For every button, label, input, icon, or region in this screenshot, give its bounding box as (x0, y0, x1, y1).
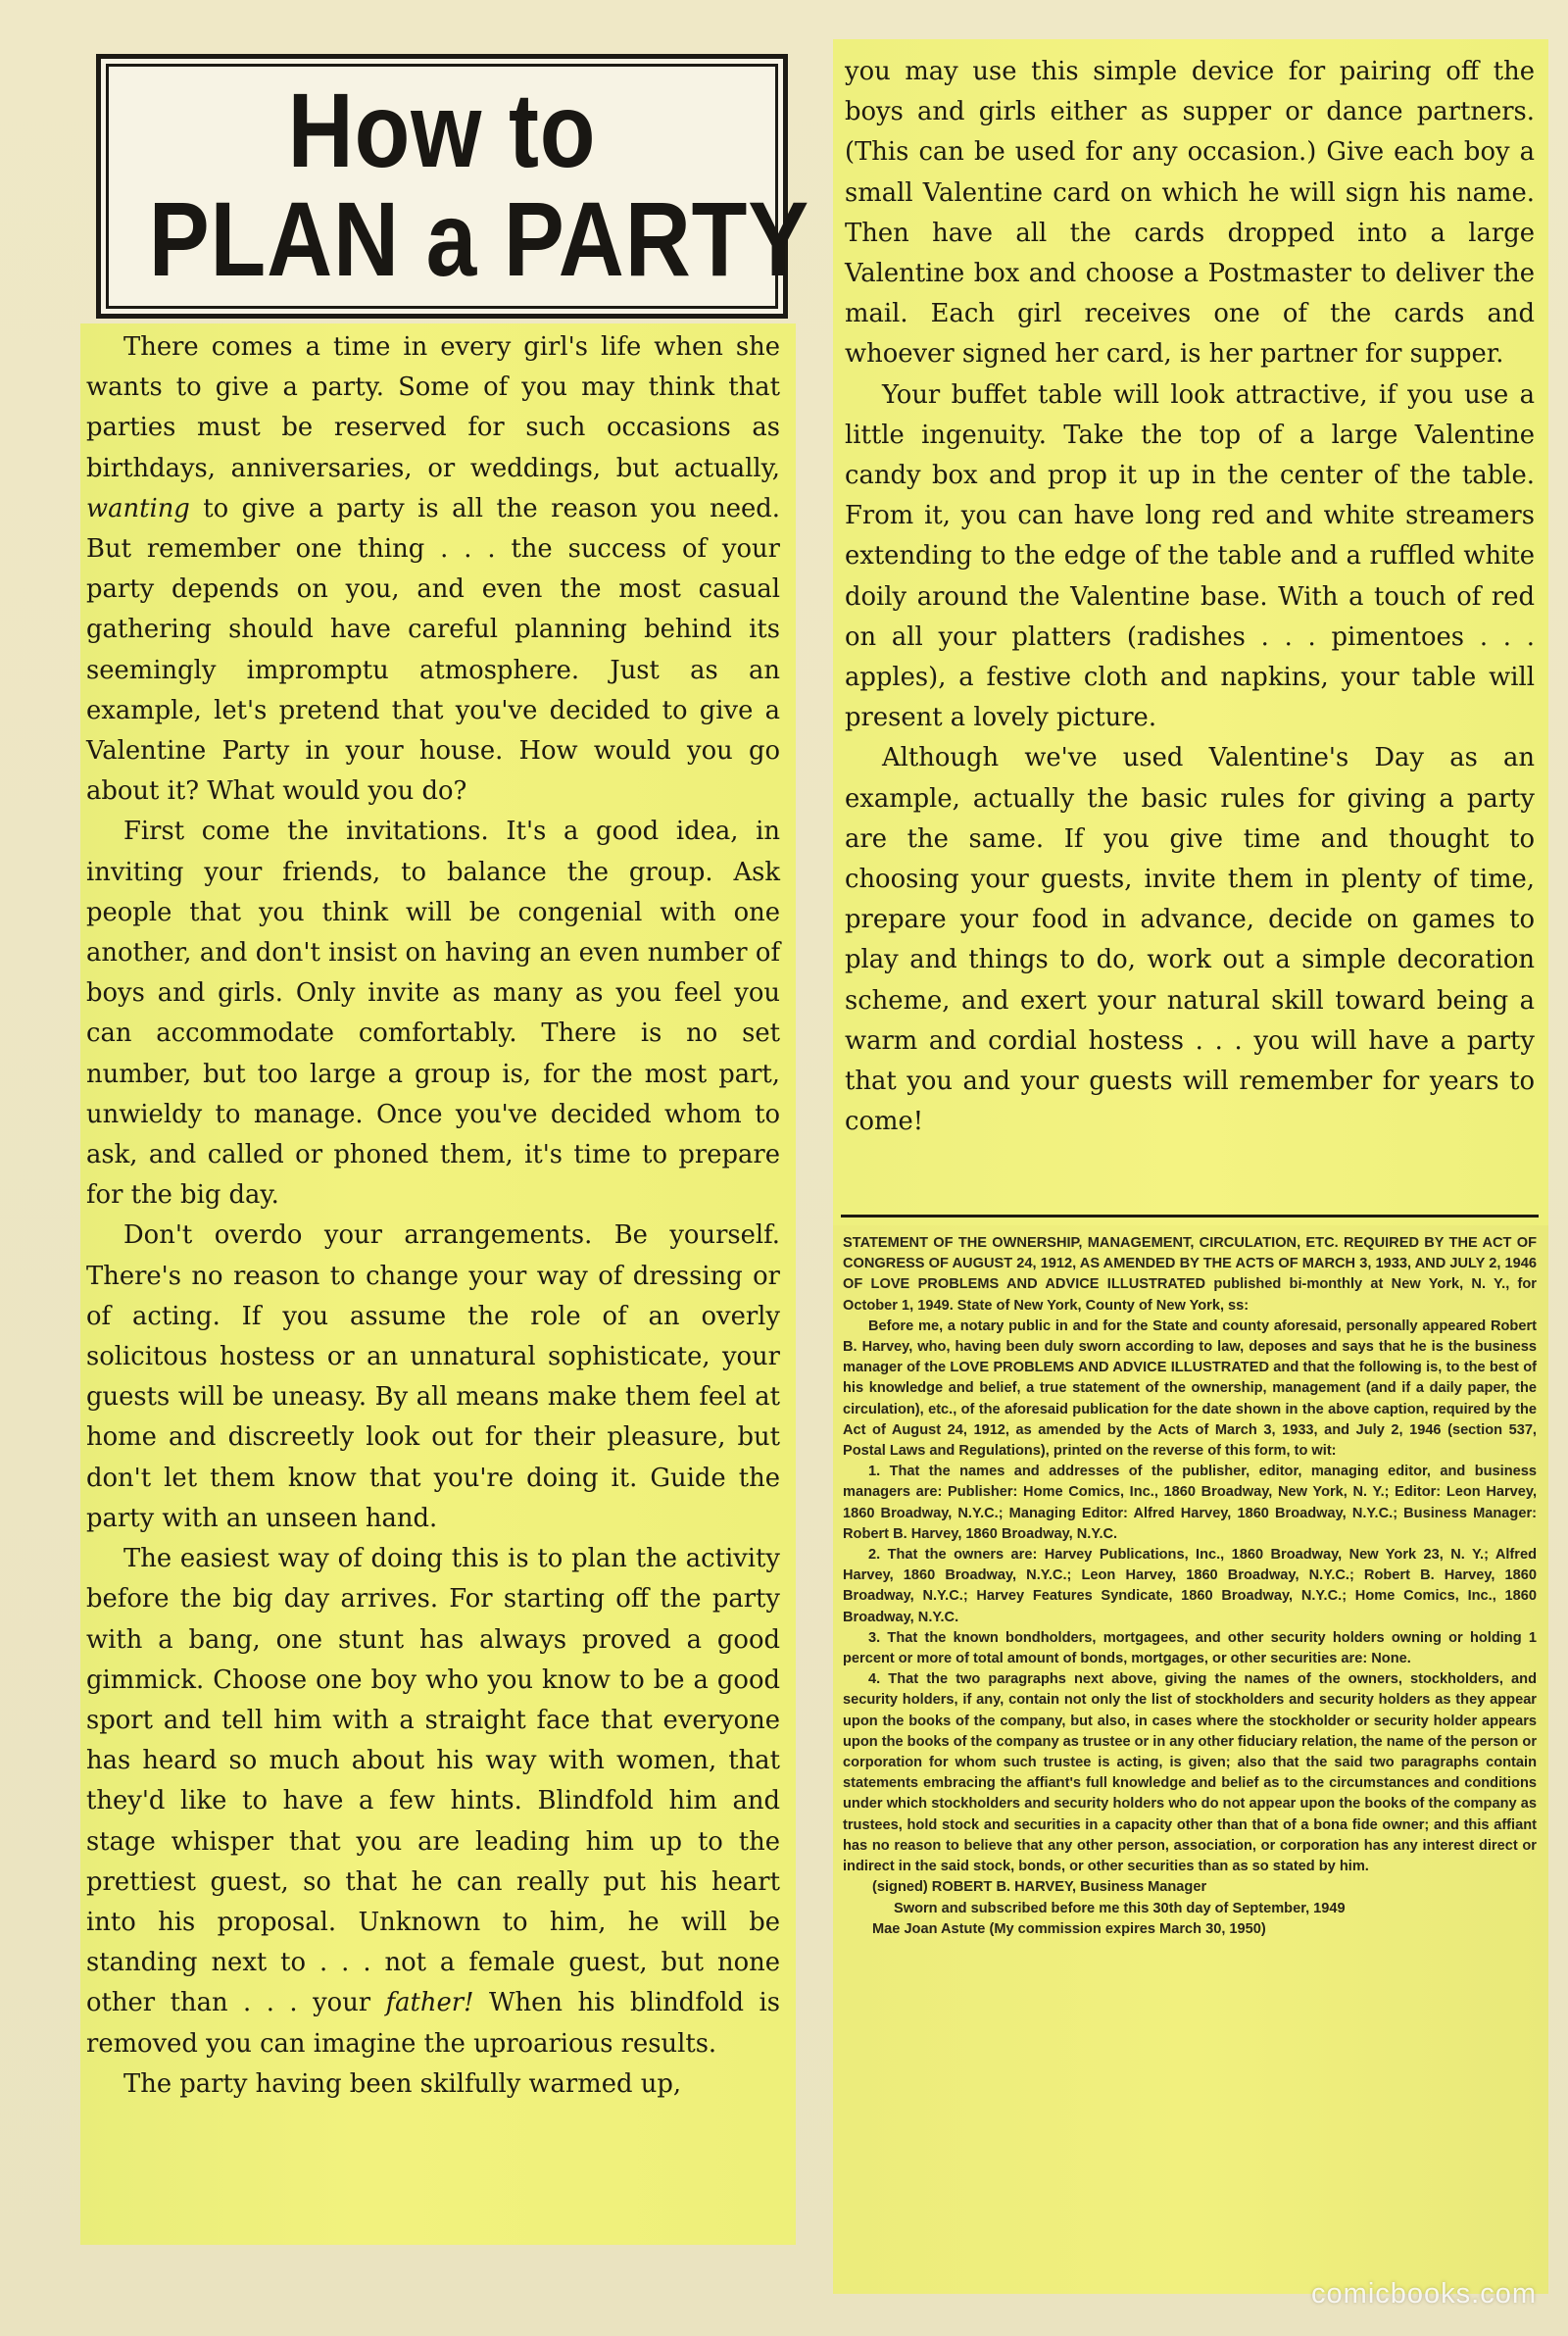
article-paragraph: The easiest way of doing this is to plan the activity before the big day arrives. For starting off the party with a bang, one stunt has always proved a good gimmick. Choose one boy who you know to be a good sport and tell him with a straight face that everyone has heard so much about his way with women, that they'd like to have a few hints. Blindfold him and stage whisper that you are leading him up to the prettiest guest, so that he can really put his heart into his proposal. Unknown to him, he will be standing next to . . . not a female guest, but none other than . . . your father! When his blindfold is removed you can imagine the uproarious results. (86, 1544, 781, 2059)
ownership-statement (843, 1233, 1537, 1940)
article-right-column (845, 52, 1535, 1142)
title-box (96, 54, 810, 319)
article-paragraph: There comes a time in every girl's life when she wants to give a party. Some of you may think that parties must be reserved for such occasions as birthdays, anniversaries, or weddings, but actually, wanting to give a party is all the reason you need. But remember one thing . . . the success of your party depends on you, and even the most casual gathering should have careful planning behind its seemingly impromptu atmosphere. Just as an example, let's pretend that you've decided to give a Valentine Party in your house. How would you go about it? What would you do? (86, 332, 780, 807)
statement-item: 1. That the names and addresses of the publisher, editor, managing editor, and business managers are: Publisher: Home Comics, Inc., 1860 Broadway, New York, N. Y.; Editor: Leon Harvey, 1860 Broadway, N.Y.C.; Managing Editor: Alfred Harvey, 1860 Broadway, N.Y.C.; Business Manager: Robert B. Harvey, 1860 Broadway, N.Y.C. (843, 1464, 1537, 1542)
statement-notary: Mae Joan Astute (My commission expires March 30, 1950) (872, 1920, 1266, 1937)
statement-paragraph: Before me, a notary public in and for the State and county aforesaid, personally appeared Robert B. Harvey, who, having been duly sworn according to law, deposes and says that he is the business manager of the LOVE PROBLEMS AND ADVICE ILLUSTRATED and that the following is, to the best of his knowledge and belief, a true statement of the ownership, management (and if a daily paper, the circulation), etc., of the aforesaid publication for the date shown in the above caption, required by the Act of August 24, 1912, as amended by the Acts of March 3, 1933, and July 2, 1946 (section 537, Postal Laws and Regulations), printed on the reverse of this form, to wit: (843, 1317, 1537, 1460)
statement-item: 3. That the known bondholders, mortgagees, and other security holders owning or holding 1 percent or more of total amount of bonds, mortgages, or other securities are: None. (843, 1629, 1537, 1667)
statement-signature: (signed) ROBERT B. HARVEY, Business Manager (872, 1879, 1207, 1896)
article-paragraph: Although we've used Valentine's Day as an example, actually the basic rules for giving a party are the same. If you give time and thought to choosing your guests, invite them in plenty of time, prepare your food in advance, decide on games to play and things to do, work out a simple decoration scheme, and exert your natural skill toward being a warm and cordial hostess . . . you will have a party that you and your guests will remember for years to come! (845, 743, 1535, 1137)
statement-heading: STATEMENT OF THE OWNERSHIP, MANAGEMENT, CIRCULATION, ETC. REQUIRED BY THE ACT OF CONGRESS OF AUGUST 24, 1912, AS AMENDED BY THE ACTS OF MARCH 3, 1933, AND JULY 2, 1946 OF LOVE PROBLEMS AND ADVICE ILLUSTRATED published bi-monthly at New York, N. Y., for October 1, 1949. State of New York, County of New York, ss: (843, 1235, 1537, 1314)
article-paragraph: Don't overdo your arrangements. Be yourself. There's no reason to change your way of dressing or of acting. If you assume the role of an overly solicitous hostess or an unnatural sophisticate, your guests will be uneasy. By all means make them feel at home and discreetly look out for their pleasure, but don't let them know that you're doing it. Guide the party with an unseen hand. (86, 1220, 780, 1533)
title-line-1: How to (287, 71, 597, 189)
statement-item: 4. That the two paragraphs next above, giving the names of the owners, stockholders, and security holders, if any, contain not only the list of stockholders and security holders as they appear upon the books of the company, but also, in cases where the stockholder or security holder appears upon the books of the company as trustee or in any other fiduciary relation, the name of the person or corporation for whom such trustee is acting, is given; also that the said two paragraphs contain statements embracing the affiant's full knowledge and belief as to the circumstances and conditions under which stockholders and security holders who do not appear upon the books of the company as trustees, hold stock and securities in a capacity other than that of a bona fide owner; and this affiant has no reason to believe that any other person, association, or corporation has any interest direct or indirect in the said stock, bonds, or other securities than as so stated by him. (843, 1671, 1537, 1875)
watermark: comicbooks.com (1311, 2278, 1537, 2310)
article-paragraph: you may use this simple device for pairing off the boys and girls either as supper or dance partners. (This can be used for any occasion.) Give each boy a small Valentine card on which he will sign his name. Then have all the cards dropped into a large Valentine box and choose a Postmaster to deliver the mail. Each girl receives one of the cards and whoever signed her card, is her partner for supper. (845, 57, 1535, 370)
article-left-column (86, 327, 780, 2105)
divider-rule (841, 1215, 1539, 1218)
statement-sworn: Sworn and subscribed before me this 30th day of September, 1949 (894, 1900, 1346, 1916)
article-paragraph: Your buffet table will look attractive, if you use a little ingenuity. Take the top of a large Valentine candy box and prop it up in the center of the table. From it, you can have long red and white streamers extending to the edge of the table and a ruffled white doily around the Valentine base. With a touch of red on all your platters (radishes . . . pimentoes . . . apples), a festive cloth and napkins, your table will present a lovely picture. (845, 379, 1535, 733)
title-line-2: PLAN a PARTY (148, 179, 810, 298)
statement-item: 2. That the owners are: Harvey Publications, Inc., 1860 Broadway, New York 23, N. Y.; Alfred Harvey, 1860 Broadway, N.Y.C.; Leon Harvey, 1860 Broadway, N.Y.C.; Robert B. Harvey, 1860 Broadway, N.Y.C.; Harvey Features Syndicate, 1860 Broadway, N.Y.C.; Home Comics, Inc., 1860 Broadway, N.Y.C. (843, 1547, 1537, 1625)
article-paragraph: The party having been skilfully warmed up, (123, 2068, 682, 2099)
article-paragraph: First come the invitations. It's a good idea, in inviting your friends, to balance the group. Ask people that you think will be congenial with one another, and don't insist on having an even number of boys and girls. Only invite as many as you feel you can accommodate comfortably. There is no set number, but too large a group is, for the most part, unwieldy to manage. Once you've decided whom to ask, and called or phoned them, it's time to prepare for the big day. (86, 817, 780, 1211)
